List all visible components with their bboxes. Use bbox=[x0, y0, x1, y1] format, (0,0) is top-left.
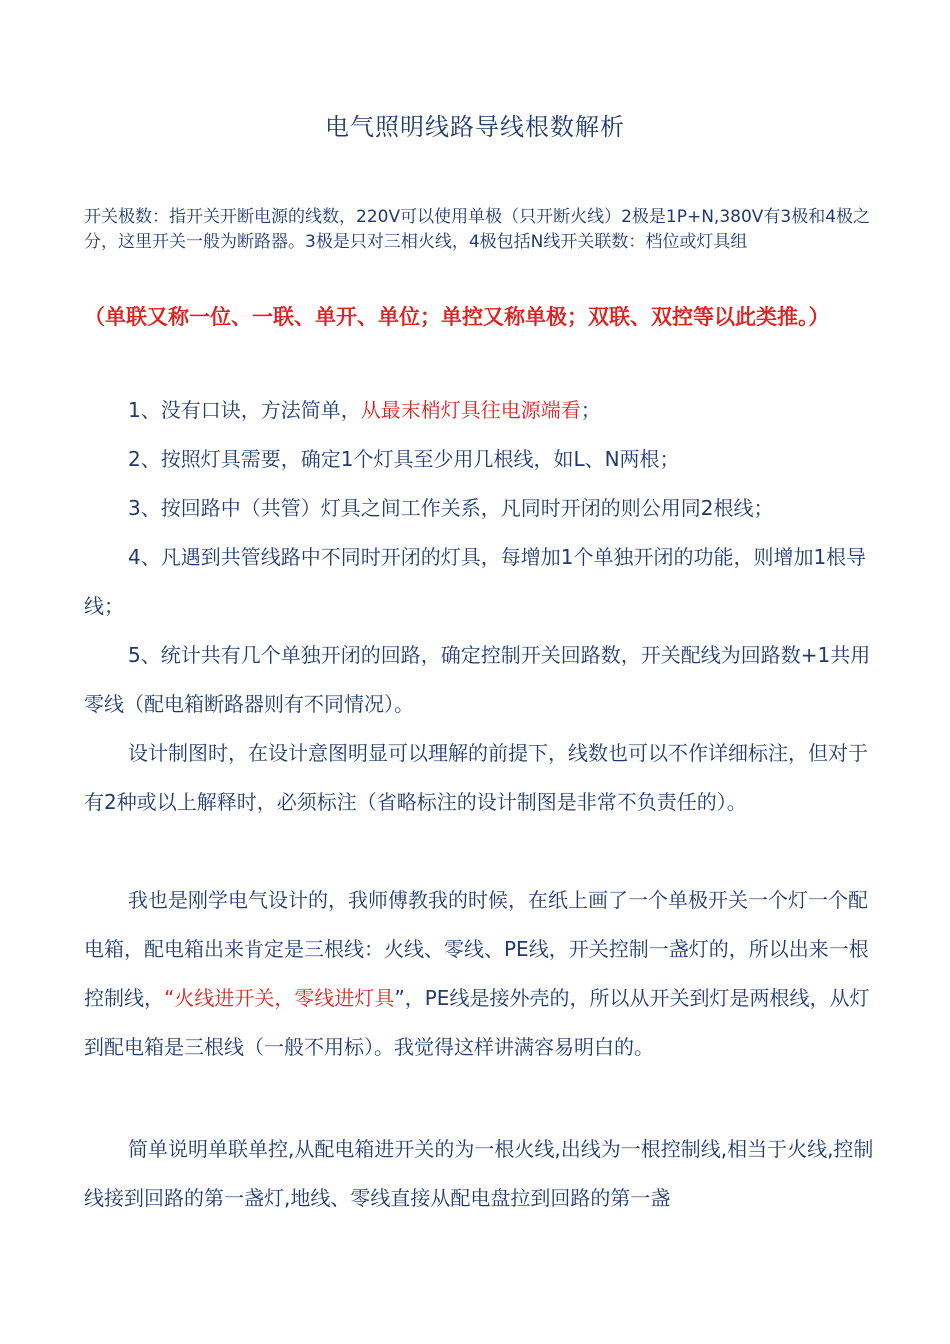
list-item: 5、统计共有几个单独开闭的回路，确定控制开关回路数，开关配线为回路数+1共用零线（配电箱断路器则有不同情况）。 bbox=[84, 643, 871, 716]
item-highlight: 从最末梢灯具往电源端看 bbox=[360, 398, 581, 422]
story-text: ，PE线是接外壳的，所以从开关到灯是两根线，从灯到配电箱是三根线（一般不用标）。我觉得这样讲满容易明白的。 bbox=[84, 986, 870, 1059]
list-item: 4、凡遇到共管线路中不同时开闭的灯具，每增加1个单独开闭的功能，则增加1根导线； bbox=[84, 545, 867, 618]
story-paragraph bbox=[84, 876, 874, 1072]
note-paragraph: （单联又称一位、一联、单开、单位；单控又称单极；双联、双控等以此类推。） bbox=[84, 305, 830, 329]
story-highlight: 火线进开关，零线进灯具 bbox=[174, 986, 395, 1010]
story-text: 我也是刚学电气设计的，我师傅教我的时候，在纸上画了一个单极开关一个灯一个配电箱，配电箱出来肯定是三根线：火线、零线、PE线，开关控制一盏灯的，所以出来一根控制线， bbox=[84, 888, 869, 1010]
list-item: 2、按照灯具需要，确定1个灯具至少用几根线，如L、N两根； bbox=[128, 447, 680, 471]
design-note-paragraph: 设计制图时，在设计意图明显可以理解的前提下，线数也可以不作详细标注，但对于有2种或以上解释时，必须标注（省略标注的设计制图是非常不负责任的）。 bbox=[84, 741, 868, 814]
quote-mark: “ bbox=[164, 986, 175, 1010]
item-text: ； bbox=[580, 398, 601, 422]
document-title: 电气照明线路导线根数解析 bbox=[325, 113, 625, 141]
explain-paragraph: 简单说明单联单控,从配电箱进开关的为一根火线,出线为一根控制线,相当于火线,控制线接到回路的第一盏灯,地线、零线直接从配电盘拉到回路的第一盏 bbox=[84, 1137, 874, 1210]
quote-mark: ” bbox=[394, 986, 405, 1010]
definition-paragraph: 开关极数：指开关开断电源的线数，220V可以使用单极（只开断火线）2极是1P+N,380V有3极和4极之分，这里开关一般为断路器。3极是只对三相火线，4极包括N线开关联数：档位或灯具组 bbox=[84, 207, 871, 252]
list-item bbox=[84, 386, 874, 435]
item-text: 1、没有口诀，方法简单， bbox=[128, 398, 361, 422]
list-item: 3、按回路中（共管）灯具之间工作关系，凡同时开闭的则公用同2根线； bbox=[128, 496, 774, 520]
